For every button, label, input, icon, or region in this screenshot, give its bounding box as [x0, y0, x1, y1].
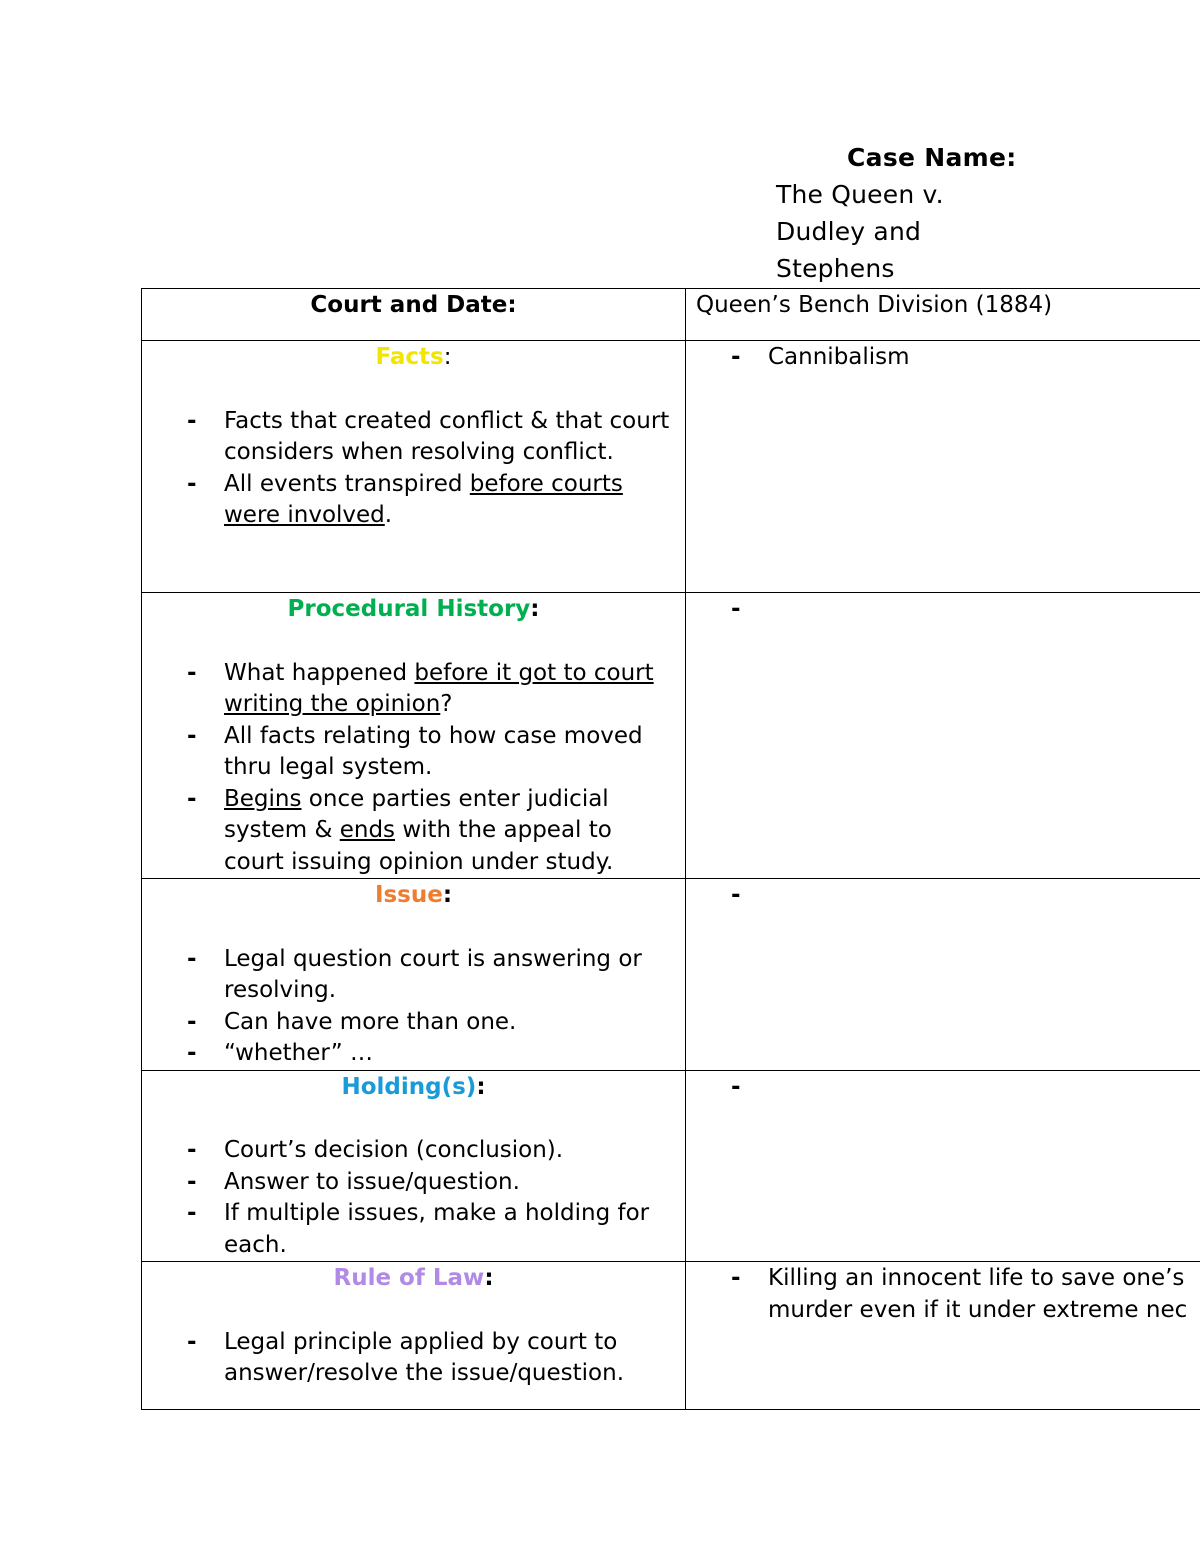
proc-bullet-2: All facts relating to how case moved thru legal system. — [224, 722, 643, 780]
rule-of-law-bullet-1: Legal principle applied by court to answer/resolve the issue/question. — [224, 1328, 625, 1386]
holdings-answer-cell — [686, 1070, 1200, 1262]
bullet-dash: - — [187, 470, 197, 497]
row-facts — [142, 341, 1200, 593]
bullet-dash: - — [731, 1073, 741, 1100]
procedural-history-answer-cell — [686, 593, 1200, 879]
bullet-dash: - — [187, 1137, 197, 1163]
list-item — [142, 1167, 685, 1199]
proc-bullet-1-pre: What happened — [224, 659, 415, 686]
bullet-dash: - — [187, 1040, 197, 1066]
facts-answer-list — [686, 341, 1200, 374]
case-header — [776, 140, 1196, 287]
proc-bullet-3-mid: once parties enter judicial system & — [224, 785, 609, 843]
rule-of-law-label: Rule of Law — [333, 1265, 485, 1291]
procedural-history-heading — [142, 593, 685, 626]
facts-bullet-2-post: . — [384, 502, 393, 528]
procedural-history-answer-list — [686, 593, 1200, 622]
issue-answer-cell — [686, 879, 1200, 1071]
list-item — [142, 1038, 685, 1070]
procedural-history-label-cell — [142, 593, 686, 879]
rule-of-law-heading — [142, 1262, 685, 1295]
issue-label-cell — [142, 879, 686, 1071]
bullet-dash: - — [731, 882, 741, 908]
bullet-dash: - — [731, 344, 741, 370]
court-and-date-label: Court and Date: — [310, 292, 517, 318]
list-item — [142, 944, 685, 1007]
facts-bullet-1: Facts that created conflict & that court considers when resolving conflict. — [224, 407, 670, 465]
list-item — [142, 406, 685, 469]
list-item — [142, 1327, 685, 1390]
bullet-dash: - — [187, 1008, 197, 1035]
issue-answer-list — [686, 879, 1200, 908]
procedural-history-colon: : — [530, 596, 540, 622]
holdings-answer-list — [686, 1071, 1200, 1100]
holdings-colon: : — [476, 1073, 486, 1100]
holdings-label: Holding(s) — [341, 1073, 477, 1100]
list-item — [142, 658, 685, 721]
proc-bullet-3-ends: ends — [339, 817, 396, 843]
issue-label: Issue — [374, 882, 443, 908]
list-item — [142, 469, 685, 532]
issue-bullet-3: “whether” … — [224, 1040, 374, 1066]
bullet-dash: - — [187, 785, 197, 812]
list-item — [142, 1135, 685, 1167]
bullet-dash: - — [187, 1168, 197, 1195]
facts-answer-cell — [686, 341, 1200, 593]
row-court-and-date — [142, 289, 1200, 341]
row-issue — [142, 879, 1200, 1071]
rule-of-law-colon: : — [484, 1265, 494, 1291]
rule-of-law-answer-list — [686, 1262, 1200, 1326]
case-brief-table — [141, 288, 1200, 1410]
bullet-dash: - — [187, 722, 197, 749]
bullet-dash: - — [187, 1328, 197, 1355]
proc-bullet-1-underlined: before it got to court writing the opinion — [224, 659, 654, 717]
row-holdings — [142, 1070, 1200, 1262]
bullet-dash: - — [187, 1200, 197, 1226]
list-item — [142, 721, 685, 784]
proc-bullet-3-begins: Begins — [224, 785, 302, 812]
holdings-bullet-3: If multiple issues, make a holding for each. — [224, 1200, 650, 1258]
case-name-line-1: The Queen v. — [776, 180, 944, 209]
bullet-dash: - — [731, 1265, 741, 1291]
list-item — [142, 784, 685, 879]
case-name-line-3: Stephens — [776, 254, 895, 283]
row-procedural-history — [142, 593, 1200, 879]
facts-bullet-2-pre: All events transpired — [224, 470, 470, 497]
case-name-heading: Case Name: — [847, 143, 1017, 172]
rule-of-law-answer-line-2: murder even if it under extreme nec — [768, 1296, 1188, 1323]
rule-of-law-guidance-list — [142, 1327, 685, 1390]
procedural-history-guidance-list — [142, 658, 685, 879]
holdings-label-cell — [142, 1070, 686, 1262]
list-item — [686, 342, 1200, 374]
issue-colon: : — [442, 882, 453, 908]
issue-bullet-1: Legal question court is answering or resolving. — [224, 945, 642, 1003]
bullet-dash: - — [187, 659, 197, 686]
bullet-dash: - — [187, 407, 197, 434]
issue-guidance-list — [142, 944, 685, 1070]
court-and-date-value: Queen’s Bench Division (1884) — [696, 292, 1053, 318]
court-value-cell — [686, 289, 1200, 341]
list-item — [686, 1263, 1200, 1326]
facts-guidance-list — [142, 406, 685, 532]
list-item — [142, 1198, 685, 1261]
holdings-bullet-1: Court’s decision (conclusion). — [224, 1137, 564, 1163]
facts-bullet-2-underlined: before courts were involved — [224, 470, 623, 528]
facts-colon: : — [443, 344, 452, 370]
rule-of-law-answer-cell — [686, 1262, 1200, 1410]
proc-bullet-3-post: with the appeal to court issuing opinion under study. — [224, 817, 614, 875]
procedural-history-label: Procedural History — [287, 596, 531, 622]
holdings-heading — [142, 1071, 685, 1104]
bullet-dash: - — [187, 945, 197, 972]
list-item — [142, 1007, 685, 1039]
facts-label: Facts — [375, 344, 444, 370]
facts-heading — [142, 341, 685, 374]
case-name-line-2: Dudley and — [776, 217, 922, 246]
issue-bullet-2: Can have more than one. — [224, 1008, 517, 1035]
rule-of-law-answer-line-1: Killing an innocent life to save one’s — [768, 1265, 1185, 1291]
rule-of-law-label-cell — [142, 1262, 686, 1410]
facts-answer: Cannibalism — [768, 344, 910, 370]
proc-bullet-1-post: ? — [440, 691, 453, 717]
bullet-dash: - — [731, 596, 741, 622]
holdings-bullet-2: Answer to issue/question. — [224, 1168, 520, 1195]
facts-label-cell — [142, 341, 686, 593]
holdings-guidance-list — [142, 1135, 685, 1261]
court-label-cell — [142, 289, 686, 341]
issue-heading — [142, 879, 685, 912]
row-rule-of-law — [142, 1262, 1200, 1410]
